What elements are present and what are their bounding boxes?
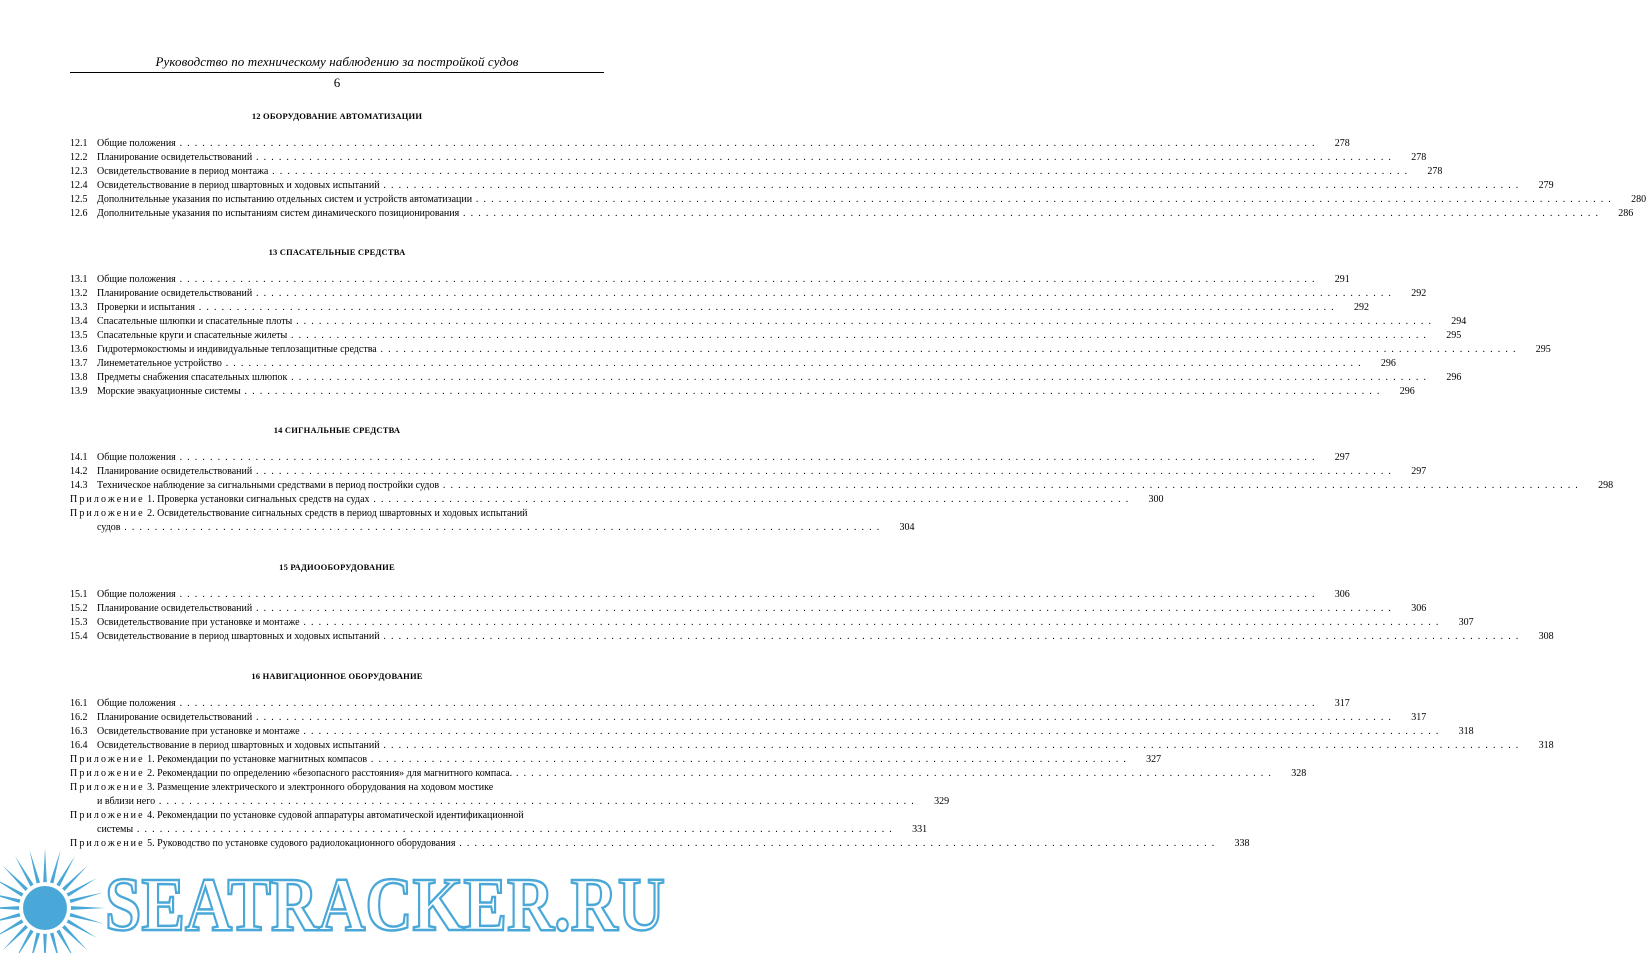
entry-title: Общие положения . . . <box>97 697 1316 711</box>
entry-page: 306 <box>1411 603 1427 614</box>
entry-page: 307 <box>1458 617 1474 628</box>
entry-number: 14.1 <box>70 452 88 463</box>
entry-number: 12.3 <box>70 166 88 177</box>
toc-entry[interactable] <box>70 287 1427 301</box>
entry-number: 13.9 <box>70 386 88 397</box>
entry-title: Линеметательное устройство . . . <box>97 357 1362 371</box>
entry-page: 328 <box>1291 768 1307 779</box>
section-title: 14 СИГНАЛЬНЫЕ СРЕДСТВА <box>273 425 401 435</box>
toc-entry[interactable] <box>70 630 1554 644</box>
entry-page: 300 <box>1148 494 1164 505</box>
entry-page: 278 <box>1334 138 1350 149</box>
section-title: 12 ОБОРУДОВАНИЕ АВТОМАТИЗАЦИИ <box>251 111 423 121</box>
entry-page: 286 <box>1618 208 1634 219</box>
appendix-title <box>70 493 1130 507</box>
entry-title: Дополнительные указания по испытанию отдельных систем и устройств автоматизации . . . <box>97 193 1612 207</box>
entry-page: 308 <box>1538 631 1554 642</box>
entry-number: 13.8 <box>70 372 88 383</box>
toc-section <box>70 424 1614 535</box>
entry-title: Освидетельствование в период швартовных и ходовых испытаний . . . <box>97 179 1520 193</box>
toc-entry[interactable] <box>70 273 1350 287</box>
entry-page: 291 <box>1334 274 1350 285</box>
page-number: 6 <box>333 75 341 90</box>
toc-entry[interactable] <box>70 151 1427 165</box>
appendix-entry[interactable] <box>70 493 1164 507</box>
entry-number: 13.1 <box>70 274 88 285</box>
appendix-text: 3. Размещение электрического и электронного оборудования на ходовом мостике <box>147 782 494 793</box>
entry-page: 292 <box>1353 302 1369 313</box>
toc-entry[interactable] <box>70 711 1427 725</box>
entry-page: 295 <box>1535 344 1551 355</box>
toc-entry[interactable] <box>70 479 1614 493</box>
toc-entry[interactable] <box>70 697 1350 711</box>
entry-page: 298 <box>1598 480 1614 491</box>
appendix-label: Приложение <box>70 508 145 519</box>
toc-entry[interactable] <box>70 465 1427 479</box>
running-title: Руководство по техническому наблюдению за постройкой судов <box>155 54 519 69</box>
toc-entry[interactable] <box>70 725 1474 739</box>
entry-number: 13.3 <box>70 302 88 313</box>
entry-title: Проверки и испытания . . . <box>97 301 1335 315</box>
entry-number: 13.2 <box>70 288 88 299</box>
toc-entry[interactable] <box>70 193 1646 207</box>
toc-entry[interactable] <box>70 343 1551 357</box>
appendix-text: 1. Рекомендации по установке магнитных компасов <box>147 754 368 765</box>
toc-entry[interactable] <box>70 739 1554 753</box>
appendix-text: 5. Руководство по установке судового радиолокационного оборудования <box>147 838 456 849</box>
entry-page: 297 <box>1334 452 1350 463</box>
appendix-label: Приложение <box>70 782 145 793</box>
appendix-title <box>70 809 604 823</box>
appendix-label: Приложение <box>70 838 145 849</box>
entry-number: 13.7 <box>70 358 88 369</box>
entry-page: 297 <box>1411 466 1427 477</box>
appendix-label: Приложение <box>70 810 145 821</box>
entry-page: 327 <box>1146 754 1162 765</box>
entry-number: 16.1 <box>70 698 88 709</box>
entry-title: Планирование освидетельствований . . . <box>97 465 1392 479</box>
entry-title: Общие положения . . . <box>97 588 1316 602</box>
entry-page: 278 <box>1411 152 1427 163</box>
entry-title: Морские эвакуационные системы . . . <box>97 385 1381 399</box>
toc-entry[interactable] <box>70 179 1554 193</box>
entry-page: 304 <box>899 522 915 533</box>
toc-section <box>70 561 1554 644</box>
entry-title: Освидетельствование в период швартовных и ходовых испытаний . . . <box>97 739 1520 753</box>
appendix-label: Приложение <box>70 494 145 505</box>
appendix-title <box>70 507 604 521</box>
appendix-text: 2. Рекомендации по определению «безопасного расстояния» для магнитного компаса. <box>147 768 513 779</box>
entry-page: 296 <box>1399 386 1415 397</box>
toc-entry[interactable] <box>70 165 1443 179</box>
toc-section <box>70 670 1554 851</box>
entry-number: 12.5 <box>70 194 88 205</box>
appendix-continuation <box>70 795 915 809</box>
toc-entry[interactable] <box>70 301 1369 315</box>
entry-page: 292 <box>1411 288 1427 299</box>
entry-page: 329 <box>934 796 950 807</box>
entry-title: Освидетельствование в период швартовных и ходовых испытаний . . . <box>97 630 1520 644</box>
entry-number: 15.2 <box>70 603 88 614</box>
entry-page: 338 <box>1234 838 1250 849</box>
appendix-label: Приложение <box>70 754 145 765</box>
entry-number: 12.4 <box>70 180 88 191</box>
entry-number: 13.5 <box>70 330 88 341</box>
entry-number: 14.2 <box>70 466 88 477</box>
appendix-title <box>70 767 1272 781</box>
entry-page: 294 <box>1451 316 1467 327</box>
entry-title: Предметы снабжения спасательных шлюпок . . . <box>97 371 1427 385</box>
appendix-cont-text: системы <box>97 824 134 835</box>
appendix-continuation <box>70 521 881 535</box>
entry-number: 15.1 <box>70 589 88 600</box>
entry-page: 306 <box>1334 589 1350 600</box>
entry-title: Освидетельствование при установке и монтаже . . . <box>97 616 1440 630</box>
appendix-entry[interactable] <box>70 781 950 809</box>
entry-page: 279 <box>1538 180 1554 191</box>
entry-title: Техническое наблюдение за сигнальными средствами в период постройки судов . . . <box>97 479 1579 493</box>
toc-entry[interactable] <box>70 616 1474 630</box>
toc-entry[interactable] <box>70 357 1396 371</box>
appendix-label: Приложение <box>70 768 145 779</box>
entry-title: Общие положения . . . <box>97 451 1316 465</box>
appendix-cont-text: и вблизи него <box>97 796 156 807</box>
appendix-entry[interactable] <box>70 767 1307 781</box>
entry-page: 295 <box>1446 330 1462 341</box>
toc-entry[interactable] <box>70 602 1427 616</box>
header-rule <box>70 72 604 73</box>
entry-number: 14.3 <box>70 480 88 491</box>
entry-page: 280 <box>1631 194 1646 205</box>
entry-page: 296 <box>1380 358 1396 369</box>
entry-title: Планирование освидетельствований . . . <box>97 711 1392 725</box>
entry-title: Освидетельствование при установке и монтаже . . . <box>97 725 1440 739</box>
entry-page: 318 <box>1538 740 1554 751</box>
appendix-text: 4. Рекомендации по установке судовой аппаратуры автоматической идентификационной <box>147 810 524 821</box>
appendix-entry[interactable] <box>70 507 915 535</box>
appendix-continuation <box>70 823 893 837</box>
toc-entry[interactable] <box>70 137 1350 151</box>
toc-entry[interactable] <box>70 588 1350 602</box>
entry-title: Дополнительные указания по испытаниям систем динамического позиционирования . . . <box>97 207 1599 221</box>
entry-title: Планирование освидетельствований . . . <box>97 151 1392 165</box>
entry-title: Общие положения . . . <box>97 137 1316 151</box>
toc-section <box>70 110 1646 221</box>
toc-entry[interactable] <box>70 385 1415 399</box>
entry-page: 317 <box>1411 712 1427 723</box>
entry-number: 13.6 <box>70 344 88 355</box>
entry-number: 16.2 <box>70 712 88 723</box>
toc-entry[interactable] <box>70 329 1462 343</box>
appendix-text: 2. Освидетельствование сигнальных средств в период швартовных и ходовых испытаний <box>147 508 528 519</box>
toc-entry[interactable] <box>70 315 1467 329</box>
appendix-title <box>70 753 1127 767</box>
sun-icon <box>0 848 105 953</box>
entry-page: 318 <box>1458 726 1474 737</box>
toc-entry[interactable] <box>70 451 1350 465</box>
entry-number: 13.4 <box>70 316 88 327</box>
entry-number: 15.4 <box>70 631 88 642</box>
section-title: 13 СПАСАТЕЛЬНЫЕ СРЕДСТВА <box>268 247 406 257</box>
appendix-title <box>70 781 604 795</box>
entry-number: 12.6 <box>70 208 88 219</box>
entry-title: Гидротермокостюмы и индивидуальные теплозащитные средства . . . <box>97 343 1517 357</box>
entry-page: 331 <box>912 824 928 835</box>
entry-number: 12.1 <box>70 138 88 149</box>
entry-title: Спасательные круги и спасательные жилеты . . . <box>97 329 1427 343</box>
toc-entry[interactable] <box>70 207 1634 221</box>
watermark-text: SEATRACKER.RU <box>105 863 665 947</box>
entry-number: 12.2 <box>70 152 88 163</box>
entry-page: 296 <box>1446 372 1462 383</box>
appendix-cont-text: судов <box>97 522 121 533</box>
entry-title: Планирование освидетельствований . . . <box>97 287 1392 301</box>
entry-page: 317 <box>1334 698 1350 709</box>
entry-title: Освидетельствование в период монтажа . . . <box>97 165 1408 179</box>
entry-number: 16.4 <box>70 740 88 751</box>
toc-section <box>70 246 1551 399</box>
section-title: 15 РАДИООБОРУДОВАНИЕ <box>279 562 395 572</box>
section-title: 16 НАВИГАЦИОННОЕ ОБОРУДОВАНИЕ <box>251 671 423 681</box>
entry-page: 278 <box>1427 166 1443 177</box>
entry-title: Планирование освидетельствований . . . <box>97 602 1392 616</box>
appendix-entry[interactable] <box>70 753 1162 767</box>
entry-title: Общие положения . . . <box>97 273 1316 287</box>
watermark-logo <box>0 848 674 953</box>
entry-number: 15.3 <box>70 617 88 628</box>
appendix-entry[interactable] <box>70 809 928 837</box>
toc-entry[interactable] <box>70 371 1462 385</box>
entry-number: 16.3 <box>70 726 88 737</box>
entry-title: Спасательные шлюпки и спасательные плоты . . . <box>97 315 1432 329</box>
appendix-text: 1. Проверка установки сигнальных средств на судах <box>147 494 370 505</box>
